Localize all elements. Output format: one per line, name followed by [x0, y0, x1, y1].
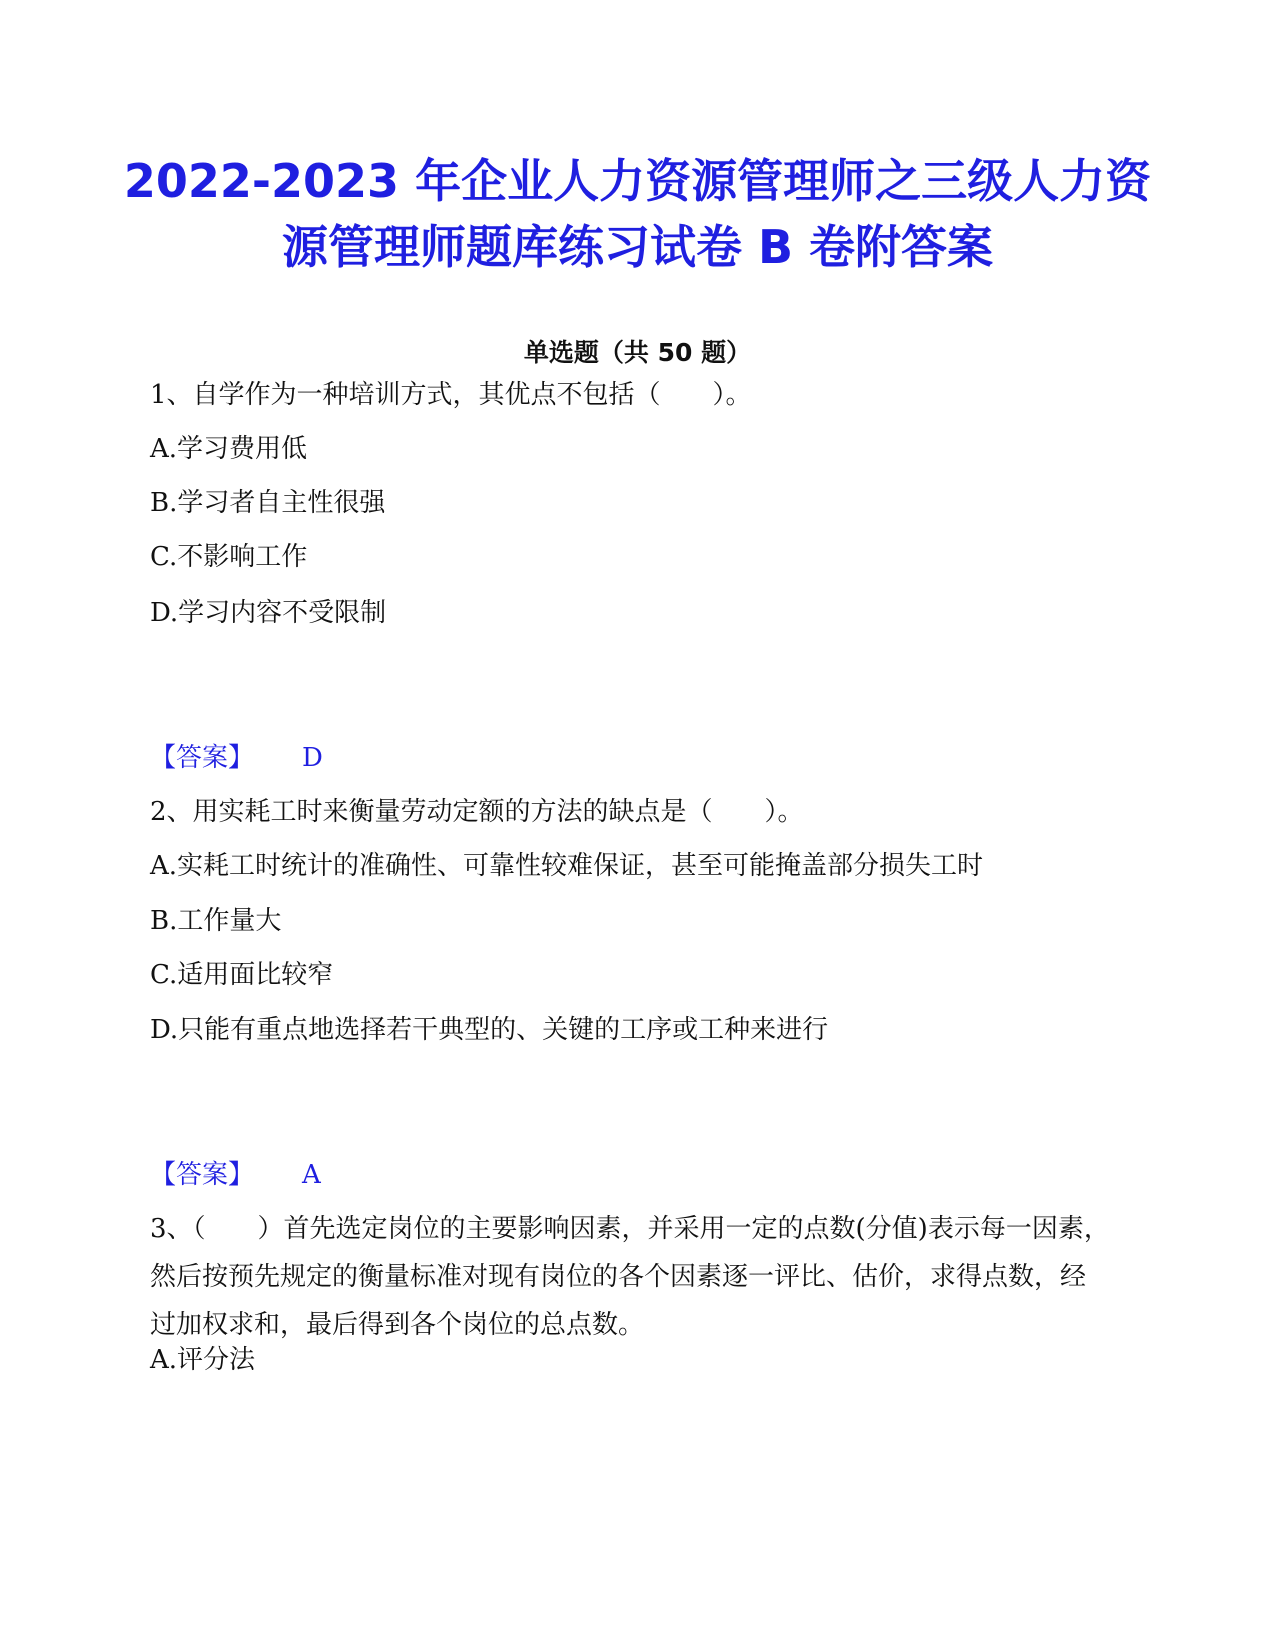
- document-title: 2022-2023 年企业人力资源管理师之三级人力资源管理师题库练习试卷 B 卷附答案: [123, 154, 1152, 274]
- question-2-text: 2、用实耗工时来衡量劳动定额的方法的缺点是（ ）。: [150, 797, 804, 827]
- answer-value: A: [302, 1160, 321, 1190]
- question-3-text: 3、（ ）首先选定岗位的主要影响因素，并采用一定的点数(分值)表示每一因素，然后按预先规定的衡量标准对现有岗位的各个因素逐一评比、估价，求得点数，经过加权求和，最后得到各个岗位的总点数。: [150, 1214, 1110, 1340]
- question-2-option-d: D.只能有重点地选择若干典型的、关键的工序或工种来进行: [150, 1015, 829, 1045]
- section-heading: 单选题（共 50 题）: [523, 338, 752, 367]
- question-1-option-d: D.学习内容不受限制: [150, 598, 387, 628]
- answer-label: 【答案】: [150, 1160, 255, 1190]
- question-2-option-b: B.工作量大: [150, 906, 282, 936]
- answer-value: D: [302, 743, 323, 773]
- question-1-option-c: C.不影响工作: [150, 542, 308, 572]
- question-2-option-c: C.适用面比较窄: [150, 960, 334, 990]
- answer-label: 【答案】: [150, 743, 255, 773]
- question-1-text: 1、自学作为一种培训方式，其优点不包括（ ）。: [150, 380, 752, 410]
- question-1-option-a: A.学习费用低: [150, 434, 308, 464]
- question-1-answer: [150, 741, 323, 775]
- question-3-option-a: A.评分法: [150, 1345, 256, 1375]
- question-2-answer: [150, 1158, 321, 1192]
- question-1-option-b: B.学习者自主性很强: [150, 488, 386, 518]
- question-2-option-a: A.实耗工时统计的准确性、可靠性较难保证，甚至可能掩盖部分损失工时: [150, 851, 984, 881]
